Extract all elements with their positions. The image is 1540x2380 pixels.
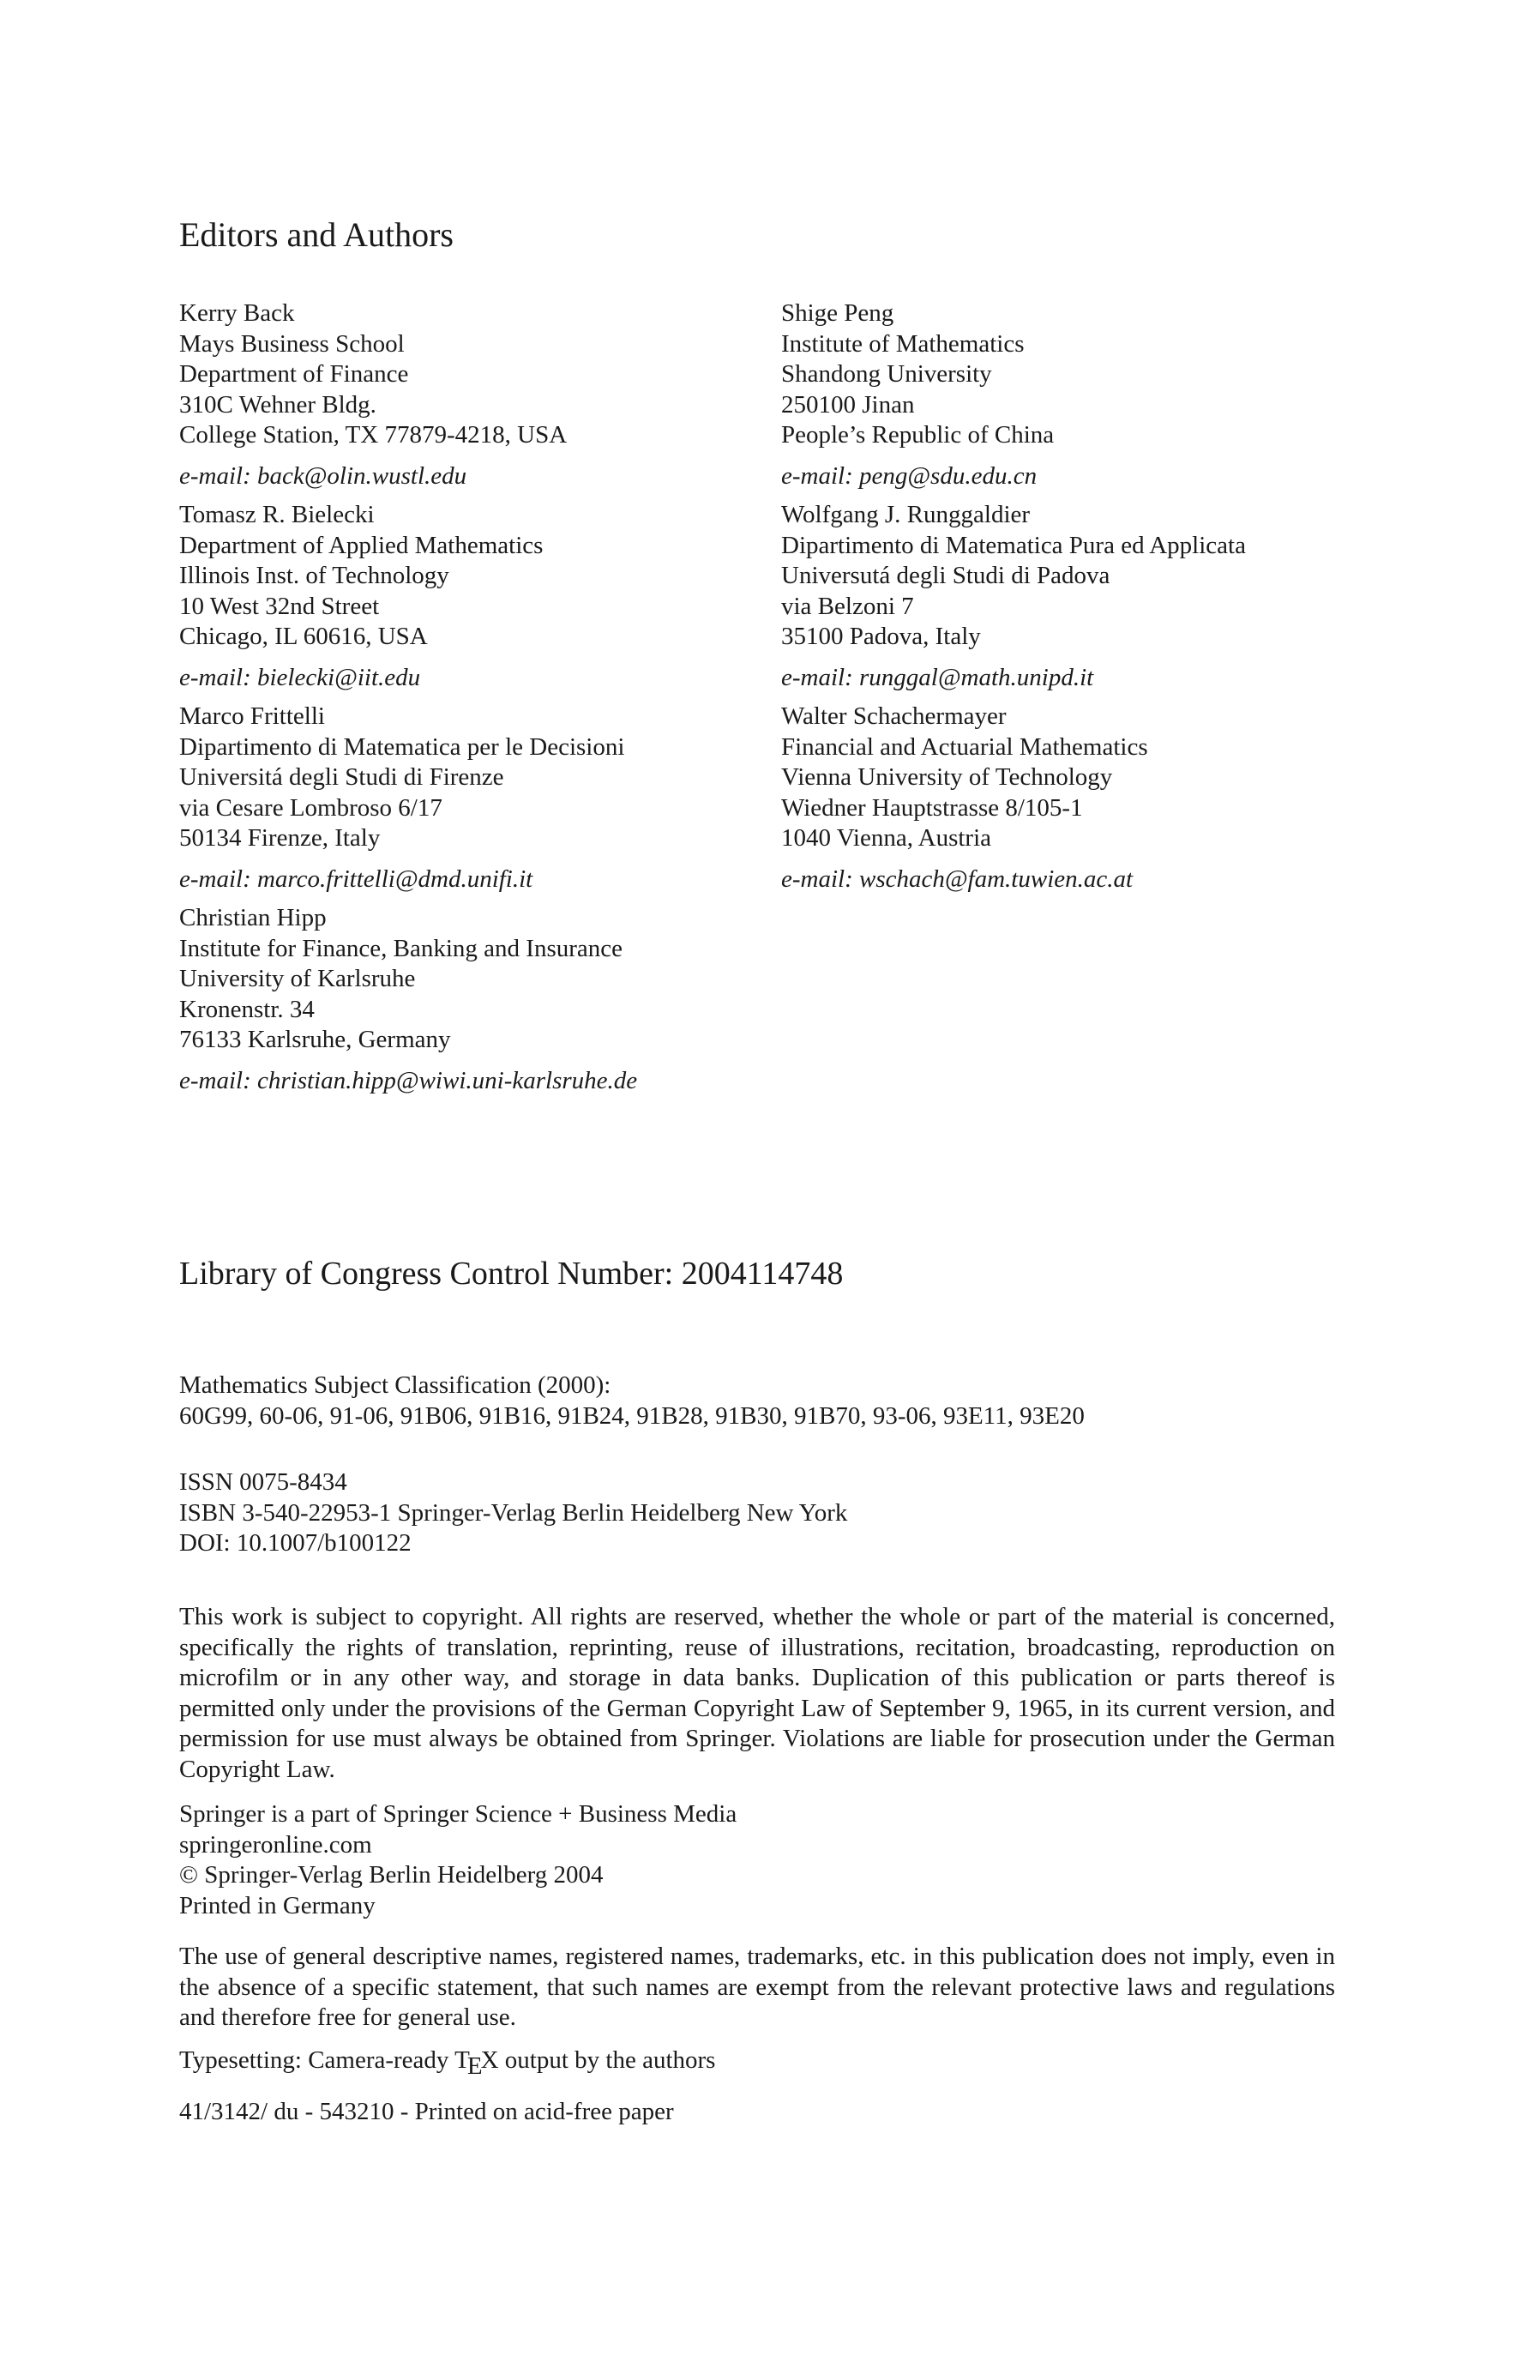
address-line: 35100 Padova, Italy: [781, 623, 981, 650]
author-email: e-mail: peng@sdu.edu.cn: [781, 461, 1038, 490]
author-email: e-mail: runggal@math.unipd.it: [781, 663, 1094, 691]
author-email: e-mail: marco.frittelli@dmd.unifi.it: [179, 865, 533, 893]
typesetting-suffix: output by the authors: [498, 2046, 716, 2074]
isbn: ISBN 3-540-22953-1 Springer-Verlag Berlin Heidelberg New York: [179, 1498, 848, 1527]
authors-right-column: [781, 298, 1381, 903]
address-line: via Belzoni 7: [781, 592, 914, 620]
address-line: Mays Business School: [179, 329, 405, 358]
publisher-info: [179, 1799, 737, 1921]
address-line: Wiedner Hauptstrasse 8/105-1: [781, 793, 1083, 822]
author-email: e-mail: wschach@fam.tuwien.ac.at: [781, 865, 1134, 893]
address-line: via Cesare Lombroso 6/17: [179, 793, 442, 822]
address-line: Institute of Mathematics: [781, 329, 1025, 358]
address-line: 250100 Jinan: [781, 390, 915, 419]
author-entry: [179, 298, 762, 491]
address-line: 10 West 32nd Street: [179, 592, 380, 620]
author-name: Wolfgang J. Runggaldier: [781, 501, 1031, 528]
trademark-notice: The use of general descriptive names, registered names, trademarks, etc. in this publication does not imply, even in the absence of a specific statement, that such names are exempt from the relevant protective laws and regulations and therefore free for general use.: [179, 1943, 1335, 2031]
address-line: Chicago, IL 60616, USA: [179, 623, 428, 650]
author-name: Tomasz R. Bielecki: [179, 501, 375, 528]
msc-codes: 60G99, 60-06, 91-06, 91B06, 91B16, 91B24, 91B28, 91B30, 91B70, 93-06, 93E11, 93E20: [179, 1401, 1085, 1430]
address-line: People’s Republic of China: [781, 421, 1055, 449]
typesetting-note: [179, 2046, 716, 2080]
author-email: e-mail: back@olin.wustl.edu: [179, 461, 467, 490]
address-line: University of Karlsruhe: [179, 965, 416, 992]
address-line: 310C Wehner Bldg.: [179, 390, 376, 419]
author-entry: [179, 903, 762, 1096]
author-entry: [179, 702, 762, 895]
doi: DOI: 10.1007/b100122: [179, 1529, 412, 1557]
tex-logo-x: X: [480, 2046, 499, 2074]
lccn-heading: Library of Congress Control Number: 2004114748: [179, 1256, 844, 1292]
address-line: Department of Finance: [179, 360, 409, 388]
author-email: e-mail: christian.hipp@wiwi.uni-karlsruhe.de: [179, 1066, 638, 1094]
copyright-notice: This work is subject to copyright. All rights are reserved, whether the whole or part of the material is concerned, specifically the rights of translation, reprinting, reuse of illustrations, recitation, broadcasting, reproduction on microfilm or in any other way, and storage in data banks. Duplication of this publication or parts thereof is permitted only under the provisions of the German Copyright Law of September 9, 1965, in its current version, and permission for use must always be obtained from Springer. Violations are liable for prosecution under the German Copyright Law.: [179, 1603, 1335, 1783]
address-line: Dipartimento di Matematica per le Decisioni: [179, 732, 625, 761]
address-line: 50134 Firenze, Italy: [179, 824, 381, 852]
address-line: 1040 Vienna, Austria: [781, 824, 991, 852]
address-line: 76133 Karlsruhe, Germany: [179, 1026, 451, 1053]
address-line: Universutá degli Studi di Padova: [781, 562, 1110, 589]
subject-classification: [179, 1371, 1085, 1431]
typesetting-prefix: Typesetting: Camera-ready: [179, 2046, 455, 2074]
author-name: Walter Schachermayer: [781, 702, 1007, 730]
identifiers: [179, 1467, 847, 1559]
tex-logo: [454, 2046, 499, 2080]
address-line: Kronenstr. 34: [179, 995, 315, 1023]
printed-in: Printed in Germany: [179, 1891, 376, 1919]
msc-label: Mathematics Subject Classification (2000):: [179, 1371, 611, 1399]
publisher-website: springeronline.com: [179, 1830, 372, 1859]
tex-logo-t: T: [454, 2046, 470, 2074]
address-line: Shandong University: [781, 360, 992, 388]
tex-logo-e: E: [466, 2052, 483, 2080]
address-line: Department of Applied Mathematics: [179, 531, 544, 559]
publisher-line: Springer is a part of Springer Science + Business Media: [179, 1800, 737, 1828]
address-line: Institute for Finance, Banking and Insurance: [179, 934, 623, 962]
editors-heading: Editors and Authors: [179, 215, 454, 254]
author-name: Marco Frittelli: [179, 702, 325, 730]
authors-left-column: [179, 298, 762, 1105]
copyright-line: © Springer-Verlag Berlin Heidelberg 2004: [179, 1861, 604, 1889]
author-entry: [781, 298, 1381, 491]
author-entry: [781, 702, 1381, 895]
address-line: Illinois Inst. of Technology: [179, 562, 449, 589]
author-name: Shige Peng: [781, 299, 894, 327]
author-entry: [781, 500, 1381, 693]
address-line: Financial and Actuarial Mathematics: [781, 732, 1148, 761]
author-name: Kerry Back: [179, 299, 295, 327]
author-name: Christian Hipp: [179, 904, 327, 931]
author-email: e-mail: bielecki@iit.edu: [179, 663, 421, 691]
author-entry: [179, 500, 762, 693]
print-code: 41/3142/ du - 543210 - Printed on acid-free paper: [179, 2098, 674, 2125]
address-line: Dipartimento di Matematica Pura ed Applicata: [781, 531, 1246, 559]
issn: ISSN 0075-8434: [179, 1468, 347, 1496]
address-line: Universitá degli Studi di Firenze: [179, 763, 504, 791]
address-line: Vienna University of Technology: [781, 763, 1113, 791]
address-line: College Station, TX 77879-4218, USA: [179, 421, 568, 449]
